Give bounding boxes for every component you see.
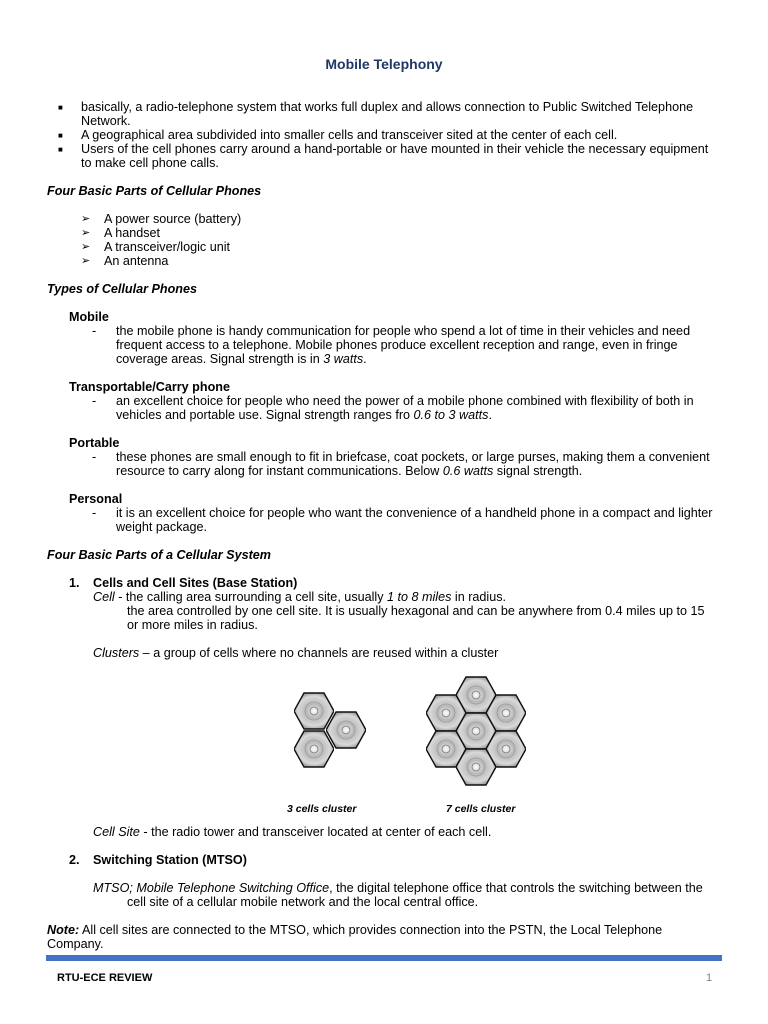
type-desc: coverage areas. Signal strength is in 3 watts. [116,352,367,366]
dash: - [92,450,97,464]
cell-definition: or more miles in radius. [127,618,258,632]
cluster-diagrams [280,665,540,800]
bullet-text: Network. [81,114,131,128]
mtso-definition: MTSO; Mobile Telephone Switching Office, the digital telephone office that controls the switching between the [93,881,703,895]
clusters-definition: Clusters – a group of cells where no channels are reused within a cluster [93,646,499,660]
bullet-text: to make cell phone calls. [81,156,219,170]
bullet-text: Users of the cell phones carry around a hand-portable or have mounted in their vehicle the necessary equipment [81,142,709,156]
type-desc: weight package. [116,520,208,534]
bullet-icon: ■ [58,145,63,154]
list-item: A handset [104,226,161,240]
type-desc: vehicles and portable use. Signal strength ranges fro 0.6 to 3 watts. [116,408,492,422]
type-name: Portable [69,436,120,450]
section-heading: Four Basic Parts of Cellular Phones [47,184,262,198]
bullet-text: A geographical area subdivided into smaller cells and transceiver sited at the center of each cell. [81,128,618,142]
type-desc: it is an excellent choice for people who want the convenience of a handheld phone in a compact and lighter [116,506,713,520]
arrow-bullet-icon: ➢ [81,213,91,225]
cell-site-definition: Cell Site - the radio tower and transceiver located at center of each cell. [93,825,492,839]
dash: - [92,506,97,520]
page-title: Mobile Telephony [325,56,443,72]
mtso-definition: cell site of a cellular mobile network and the local central office. [127,895,479,909]
section-heading: Four Basic Parts of a Cellular System [47,548,271,562]
item-number: 1. [69,576,80,590]
page-number: 1 [706,972,713,984]
list-item: A transceiver/logic unit [104,240,230,254]
footer-rule [46,955,722,961]
hex-cell [326,712,366,748]
type-name: Transportable/Carry phone [69,380,230,394]
section-heading: Types of Cellular Phones [47,282,197,296]
dash: - [92,324,97,338]
list-item: A power source (battery) [104,212,242,226]
list-item: An antenna [104,254,169,268]
arrow-bullet-icon: ➢ [81,255,91,267]
type-name: Mobile [69,310,109,324]
bullet-icon: ■ [58,131,63,140]
caption-3-cells: 3 cells cluster [287,803,357,815]
type-desc: these phones are small enough to fit in briefcase, coat pockets, or large purses, making them a convenient [116,450,710,464]
item-number: 2. [69,853,80,867]
type-desc: resource to carry along for instant communications. Below 0.6 watts signal strength. [116,464,583,478]
arrow-bullet-icon: ➢ [81,241,91,253]
type-desc: frequent access to a telephone. Mobile phones produce excellent reception and range, even in fringe [116,338,678,352]
subsection-title: Cells and Cell Sites (Base Station) [93,576,298,590]
cell-definition: the area controlled by one cell site. It is usually hexagonal and can be anywhere from 0.4 miles up to 15 [127,604,705,618]
dash: - [92,394,97,408]
arrow-bullet-icon: ➢ [81,227,91,239]
bullet-icon: ■ [58,103,63,112]
note: Company. [47,937,104,951]
type-desc: the mobile phone is handy communication for people who spend a lot of time in their vehicles and need [116,324,691,338]
cell-definition: Cell - the calling area surrounding a cell site, usually 1 to 8 miles in radius. [93,590,507,604]
hex-cell [294,693,334,729]
bullet-text: basically, a radio-telephone system that works full duplex and allows connection to Public Switched Telephone [81,100,694,114]
subsection-title: Switching Station (MTSO) [93,853,247,867]
note: Note: All cell sites are connected to the MTSO, which provides connection into the PSTN, the Local Telephone [47,923,663,937]
type-name: Personal [69,492,123,506]
type-desc: an excellent choice for people who need the power of a mobile phone combined with flexibility of both in [116,394,694,408]
hex-cell [294,731,334,767]
caption-7-cells: 7 cells cluster [446,803,516,815]
footer-label: RTU-ECE REVIEW [57,972,153,984]
